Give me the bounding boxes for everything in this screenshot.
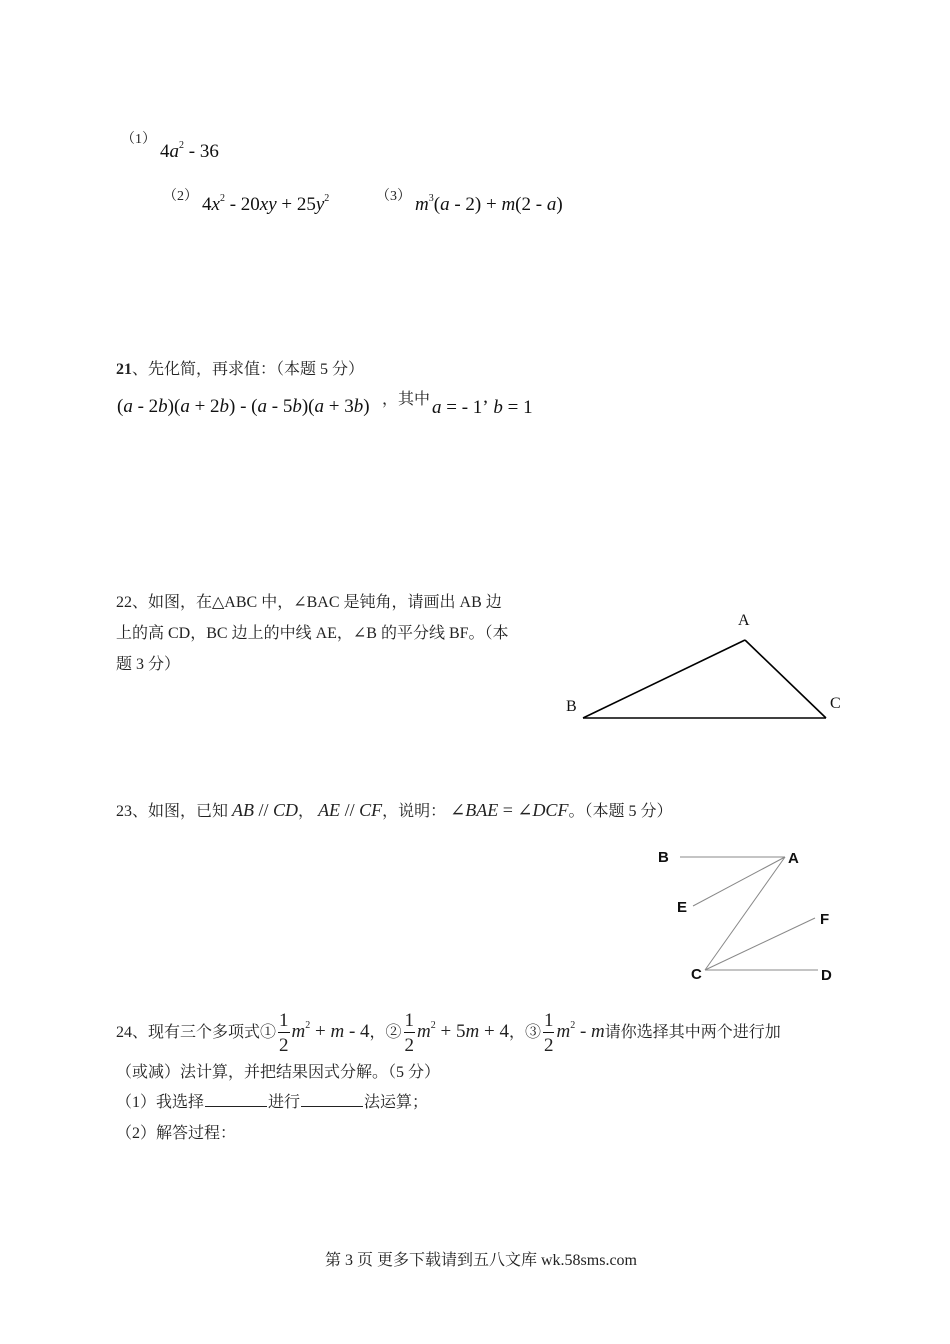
- p24-question1: [116, 1089, 428, 1112]
- p20-part2-expression: $4x^2 - 20xy + 25y^2$: [202, 193, 330, 215]
- p21-number: 21: [116, 361, 132, 378]
- p23-condition2: AE // CF: [318, 800, 383, 820]
- fraction-denominator: 2: [543, 1035, 554, 1057]
- fraction-denominator: 2: [279, 1035, 289, 1057]
- answer-blank-2[interactable]: [301, 1092, 363, 1107]
- p24-fraction-3: [543, 1011, 555, 1055]
- parallel-lines-figure: [680, 857, 818, 970]
- triangle-label-c: C: [830, 695, 841, 712]
- p20-part3-label: （3）: [376, 189, 411, 204]
- p24-line2: （或减）法计算，并把结果因式分解。（5 分）: [116, 1064, 441, 1081]
- p24-question2: （2）解答过程：: [116, 1125, 237, 1142]
- answer-blank-1[interactable]: [205, 1092, 267, 1107]
- p24-line1: [116, 1004, 781, 1055]
- fraction-numerator: 1: [543, 1010, 554, 1032]
- fraction-denominator: 2: [404, 1035, 415, 1057]
- p20-part1-label: （1）: [121, 132, 156, 147]
- p21-condition: a = - 1ʼ b = 1: [432, 397, 533, 418]
- p24-suffix: 请你选择其中两个进行加: [604, 1024, 781, 1041]
- p24-sep2: ，③: [508, 1024, 541, 1041]
- segment-ac: [705, 857, 785, 970]
- triangle-label-a: A: [738, 612, 750, 629]
- fraction-numerator: 1: [404, 1010, 415, 1032]
- fig23-label-f: F: [820, 911, 830, 928]
- fig23-label-c: C: [691, 966, 702, 983]
- p24-q1-c: 法运算；: [364, 1094, 429, 1111]
- p24-prefix: 24、现有三个多项式①: [116, 1024, 277, 1041]
- triangle-label-b: B: [566, 698, 577, 715]
- fig23-label-d: D: [821, 967, 832, 984]
- p22-line3: 题 3 分）: [116, 656, 181, 673]
- p23-suffix: 。（本题 5 分）: [568, 803, 673, 820]
- p20-part2-label: （2）: [163, 189, 198, 204]
- p24-poly1: $m^2 + m - 4$: [291, 1020, 370, 1042]
- p24-sep1: ，②: [369, 1024, 402, 1041]
- triangle-abc-figure: [583, 640, 826, 718]
- p23-claim: ∠BAE = ∠DCF: [450, 800, 569, 820]
- fig23-label-e: E: [677, 899, 688, 916]
- p24-q1-b: 进行: [268, 1094, 301, 1111]
- p21-where-text: ，其中: [382, 391, 431, 408]
- p22-line1: 22、如图，在△ABC 中，∠BAC 是钝角，请画出 AB 边: [116, 594, 502, 611]
- p24-fraction-2: [404, 1011, 416, 1055]
- p23-line: [116, 798, 672, 821]
- p24-fraction-1: [278, 1011, 290, 1055]
- p24-poly2: $m^2 + 5m + 4$: [417, 1020, 509, 1042]
- p20-part1-expression: $4a^2 - 36$: [160, 140, 219, 162]
- fig23-label-b: B: [658, 849, 669, 866]
- page-footer: 第 3 页 更多下载请到五八文库 wk.58sms.com: [325, 1252, 638, 1269]
- p22-line2: 上的高 CD，BC 边上的中线 AE，∠B 的平分线 BF。（本: [116, 625, 509, 642]
- segment-cf: [705, 918, 815, 970]
- segment-ea: [693, 857, 785, 906]
- segment-ac: [745, 640, 826, 718]
- p21-expression: (a - 2b)(a + 2b) - (a - 5b)(a + 3b): [117, 396, 370, 417]
- fraction-numerator: 1: [279, 1010, 289, 1032]
- segment-ab: [583, 640, 745, 718]
- p24-poly3: $m^2$ - m: [556, 1020, 605, 1042]
- p23-mid: ，说明：: [382, 803, 447, 820]
- p23-prefix: 23、如图，已知: [116, 803, 229, 820]
- p21-instruction: 、先化简，再求值：（本题 5 分）: [132, 361, 365, 378]
- p24-q1-a: （1）我选择: [116, 1094, 205, 1111]
- p20-part3-expression: $m^3(a - 2) + m(2 - a)$: [415, 193, 563, 215]
- p23-sep: ，: [298, 803, 315, 820]
- p23-condition1: AB // CD: [232, 800, 299, 820]
- fig23-label-a: A: [788, 850, 799, 867]
